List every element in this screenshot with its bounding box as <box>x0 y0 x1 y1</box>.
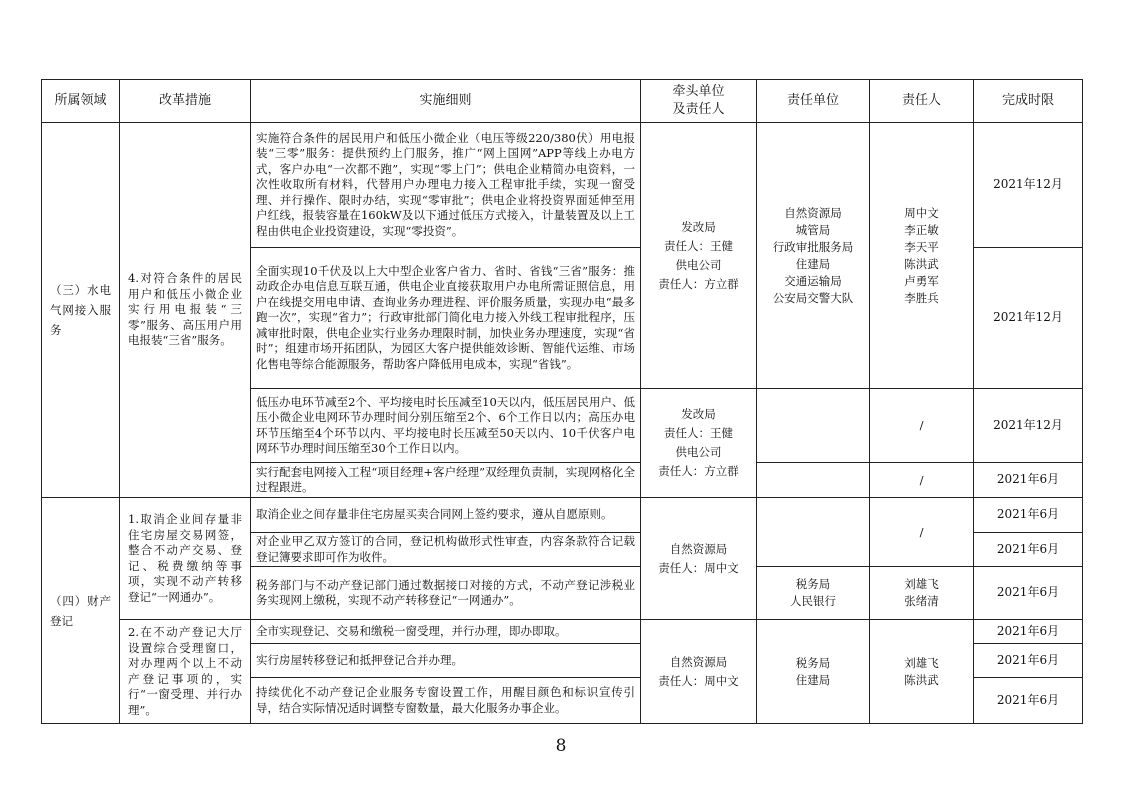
responsible-person-cell: 刘雄飞 陈洪武 <box>870 620 974 724</box>
page-number: 8 <box>555 736 567 756</box>
header-responsible-person: 责任人 <box>870 80 974 123</box>
header-responsible-unit: 责任单位 <box>757 80 870 123</box>
deadline-cell: 2021年12月 <box>974 389 1083 463</box>
table-header-row <box>42 80 1083 123</box>
table-row <box>42 620 1083 644</box>
deadline-cell: 2021年12月 <box>974 248 1083 389</box>
lead-unit-cell: 发改局 责任人：王健 供电公司 责任人：方立群 <box>641 389 757 498</box>
responsible-person-cell: / <box>870 463 974 498</box>
responsible-unit-cell <box>757 498 870 567</box>
responsible-unit-cell: 自然资源局 城管局 行政审批服务局 住建局 交通运输局 公安局交警大队 <box>757 123 870 389</box>
deadline-cell: 2021年6月 <box>974 463 1083 498</box>
deadline-cell: 2021年6月 <box>974 620 1083 644</box>
lead-unit-cell: 发改局 责任人：王健 供电公司 责任人：方立群 <box>641 123 757 389</box>
measure-4: 4.对符合条件的居民用户和低压小微企业实行用电报装“三零”服务、高压用户用电报装“三省”服务。 <box>120 123 251 498</box>
detail-cell: 全面实现10千伏及以上大中型企业客户省力、省时、省钱“三省”服务：推动政企办电信息互联互通，供电企业直接获取用户办电所需证照信息，用户在线提交用电申请、查询业务办理进程、评价服务质量，实现办电“最多跑一次”，实现“省力”；行政审批部门简化电力接入外线工程审批程序，压减审批时限，供电企业实行业务办理限时制，加快业务办理速度，实现“省时”；组建市场开拓团队，为园区大客户提供能效诊断、智能代运维、市场化售电等综合能源服务，帮助客户降低用电成本，实现“省钱”。 <box>251 248 641 389</box>
reform-measures-table <box>41 79 1083 724</box>
deadline-cell: 2021年6月 <box>974 644 1083 678</box>
table-row <box>42 498 1083 533</box>
table-row <box>42 123 1083 248</box>
reform-table-sheet <box>41 79 1082 724</box>
measure-2: 2.在不动产登记大厅设置综合受理窗口，对办理两个以上不动产登记事项的，实行“一窗受理、并行办理”。 <box>120 620 251 724</box>
detail-cell: 全市实现登记、交易和缴税一窗受理，并行办理，即办即取。 <box>251 620 641 644</box>
header-deadline: 完成时限 <box>974 80 1083 123</box>
responsible-person-cell: 刘雄飞 张绪清 <box>870 567 974 620</box>
deadline-cell: 2021年6月 <box>974 567 1083 620</box>
responsible-unit-cell: 税务局 住建局 <box>757 620 870 724</box>
lead-unit-cell: 自然资源局 责任人：周中文 <box>641 498 757 620</box>
header-field: 所属领域 <box>42 80 120 123</box>
header-lead-unit: 牵头单位 及责任人 <box>641 80 757 123</box>
header-measure: 改革措施 <box>120 80 251 123</box>
field-property: （四）财产登记 <box>42 498 120 724</box>
detail-cell: 税务部门与不动产登记部门通过数据接口对接的方式，不动产登记涉税业务实现网上缴税，实现不动产转移登记“一网通办”。 <box>251 567 641 620</box>
deadline-cell: 2021年6月 <box>974 533 1083 567</box>
responsible-person-cell: 周中文 李正敏 李天平 陈洪武 卢勇军 李胜兵 <box>870 123 974 389</box>
header-detail: 实施细则 <box>251 80 641 123</box>
responsible-person-cell: / <box>870 498 974 567</box>
deadline-cell: 2021年12月 <box>974 123 1083 248</box>
lead-unit-cell: 自然资源局 责任人：周中文 <box>641 620 757 724</box>
responsible-unit-cell <box>757 389 870 463</box>
detail-cell: 实施符合条件的居民用户和低压小微企业（电压等级220/380伏）用电报装“三零”服务：提供预约上门服务，推广“网上国网”APP等线上办电方式，客户办电“一次都不跑”，实现“零上门”；供电企业精简办电资料，一次性收取所有材料，代替用户办理电力接入工程审批手续，实现一窗受理、并行操作、限时办结，实现“零审批”；供电企业将投资界面延伸至用户红线，报装容量在160kW及以下通过低压方式接入，计量装置及以上工程由供电企业投资建设，实现“零投资”。 <box>251 123 641 248</box>
detail-cell: 持续优化不动产登记企业服务专窗设置工作，用醒目颜色和标识宣传引导，结合实际情况适时调整专窗数量，最大化服务办事企业。 <box>251 678 641 724</box>
detail-cell: 实行房屋转移登记和抵押登记合并办理。 <box>251 644 641 678</box>
field-water-electric: （三）水电气网接入服务 <box>42 123 120 498</box>
measure-1: 1.取消企业间存量非住宅房屋交易网签，整合不动产交易、登记、税费缴纳等事项，实现不动产转移登记“一网通办”。 <box>120 498 251 620</box>
detail-cell: 取消企业之间存量非住宅房屋买卖合同网上签约要求，遵从自愿原则。 <box>251 498 641 533</box>
deadline-cell: 2021年6月 <box>974 678 1083 724</box>
detail-cell: 对企业甲乙双方签订的合同，登记机构做形式性审查，内容条款符合记载登记簿要求即可作为收件。 <box>251 533 641 567</box>
detail-cell: 实行配套电网接入工程“项目经理+客户经理”双经理负责制，实现网格化全过程跟进。 <box>251 463 641 498</box>
deadline-cell: 2021年6月 <box>974 498 1083 533</box>
detail-cell: 低压办电环节减至2个、平均接电时长压减至10天以内，低压居民用户、低压小微企业电网环节办理时间分别压缩至2个、6个工作日以内；高压办电环节压缩至4个环节以内、平均接电时长压减至50天以内、10千伏客户电网环节办理时间压缩至30个工作日以内。 <box>251 389 641 463</box>
responsible-unit-cell: 税务局 人民银行 <box>757 567 870 620</box>
responsible-unit-cell <box>757 463 870 498</box>
responsible-person-cell: / <box>870 389 974 463</box>
